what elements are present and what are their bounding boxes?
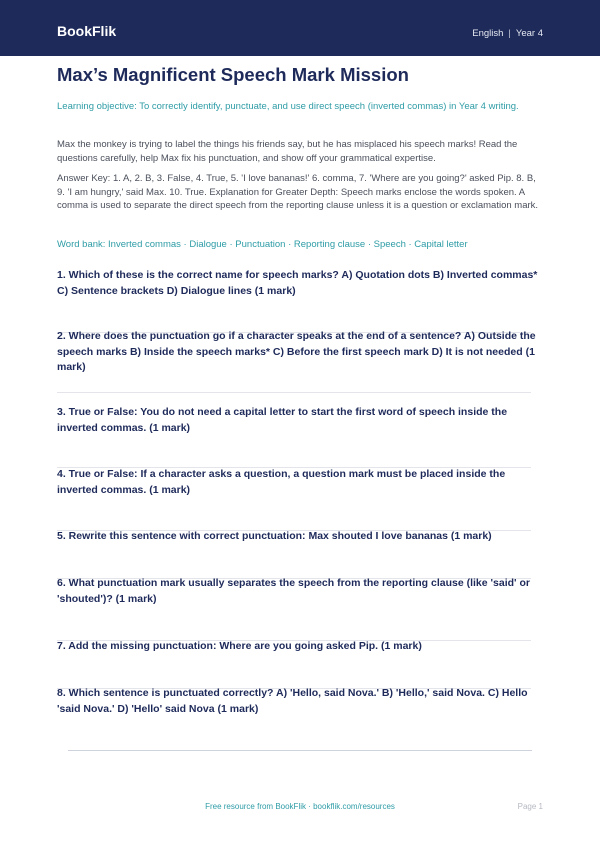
question-6: 6. What punctuation mark usually separates the speech from the reporting clause (like 'said' or 'shouted')? (1 mark) xyxy=(57,577,530,605)
page-number: Page 1 xyxy=(517,802,543,811)
answer-line-2 xyxy=(57,392,531,393)
question-8: 8. Which sentence is punctuated correctly? A) 'Hello, said Nova.' B) 'Hello,' said Nova. C) Hello 'said Nova.' D) 'Hello' said Nova (1 mark) xyxy=(57,687,528,715)
question-1: 1. Which of these is the correct name for speech marks? A) Quotation dots B) Inverted commas* C) Sentence brackets D) Dialogue lines (1 mark) xyxy=(57,269,538,297)
question-3: 3. True or False: You do not need a capital letter to start the first word of speech inside the inverted commas. (1 mark) xyxy=(57,406,508,434)
question-4: 4. True or False: If a character asks a question, a question mark must be placed inside the inverted commas. (1 mark) xyxy=(57,468,506,496)
header-bar xyxy=(0,0,600,56)
word-bank: Word bank: Inverted commas · Dialogue · Punctuation · Reporting clause · Speech · Capital letter xyxy=(57,239,468,250)
question-5: 5. Rewrite this sentence with correct punctuation: Max shouted I love bananas (1 mark) xyxy=(57,530,492,542)
learning-objective: Learning objective: To correctly identify, punctuate, and use direct speech (inverted commas) in Year 4 writing. xyxy=(57,101,519,112)
section-divider xyxy=(68,750,532,751)
page-title: Max’s Magnificent Speech Mark Mission xyxy=(57,64,409,85)
question-2: 2. Where does the punctuation go if a character speaks at the end of a sentence? A) Outside the speech marks B) Inside the speech marks* C) Before the first speech mark D) It is not needed (1 mark) xyxy=(57,330,536,373)
answer-key: Answer Key: 1. A, 2. B, 3. False, 4. True, 5. 'I love bananas!' 6. comma, 7. 'Where are you going?' asked Pip. 8. B, 9. 'I am hungry,' said Max. 10. True. Explanation for Greater Depth: Speech marks enclose the words spoken. A comma is used to separate the direct speech from the reporting clause unless it is a question or exclamation mark. xyxy=(57,173,539,211)
subject-label: English xyxy=(472,28,504,39)
year-label: Year 4 xyxy=(515,28,543,39)
footer-link[interactable]: Free resource from BookFlik · bookflik.com/resources xyxy=(205,802,395,811)
intro-paragraph: Max the monkey is trying to label the things his friends say, but he has misplaced his speech marks! Read the questions carefully, help Max fix his punctuation, and show off your grammatical expertise. xyxy=(57,139,518,164)
brand-logo-text[interactable]: BookFlik xyxy=(57,23,117,39)
header-separator: | xyxy=(508,28,511,39)
question-7: 7. Add the missing punctuation: Where are you going asked Pip. (1 mark) xyxy=(57,640,422,652)
header-meta xyxy=(472,28,543,39)
